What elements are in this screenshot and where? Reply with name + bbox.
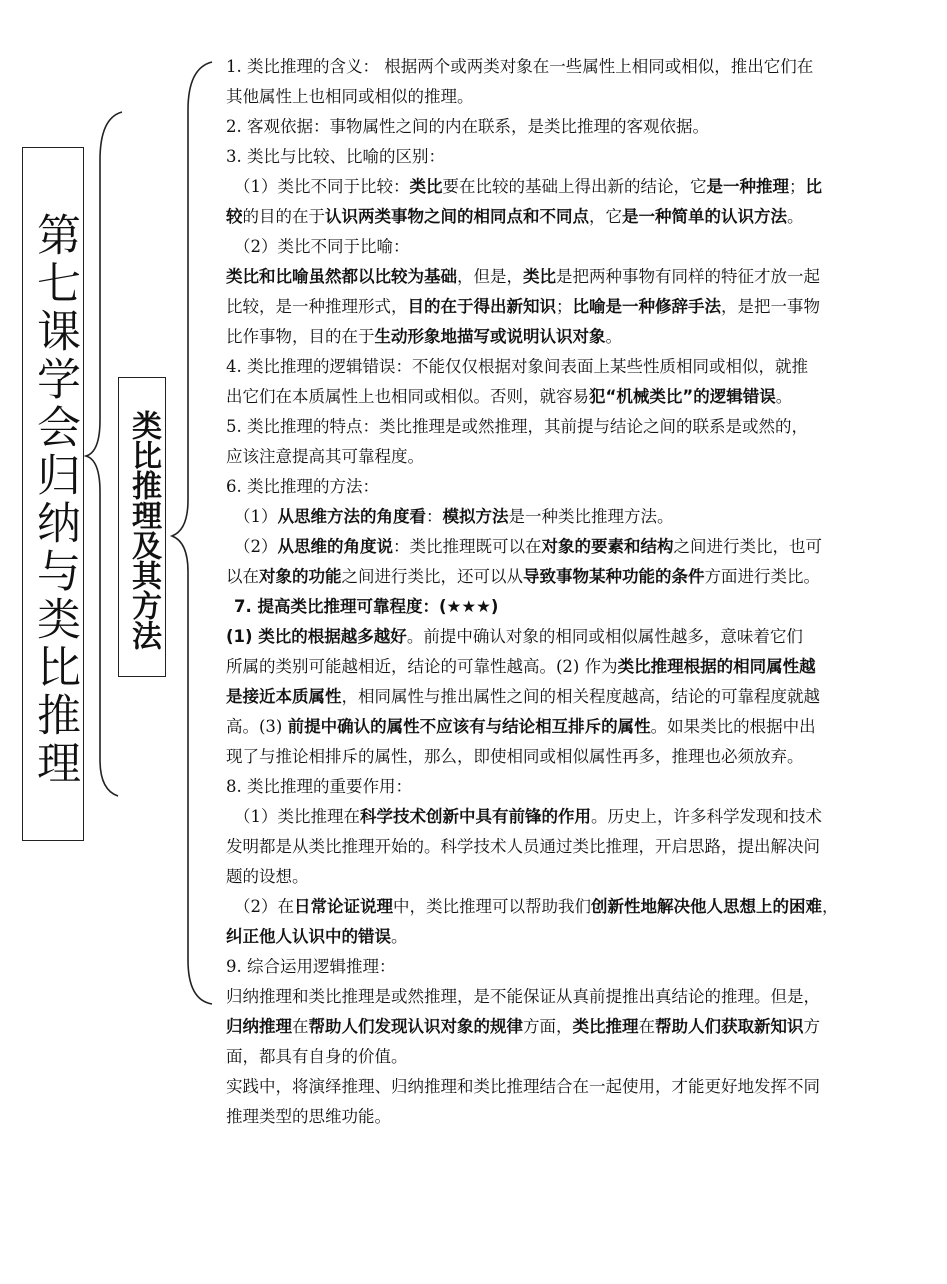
text-segment: ； — [789, 177, 806, 196]
text-segment: 。 — [605, 327, 622, 346]
text-segment: 5. 类比推理的特点：类比推理是或然推理，其前提与结论之间的联系是或然的， — [226, 417, 808, 436]
bold-text: 是接近本质属性 — [226, 687, 342, 706]
bold-text: 帮助人们获取新知识 — [655, 1017, 804, 1036]
text-segment: 在 — [292, 1017, 309, 1036]
text-segment: ，相同属性与推出属性之间的相关程度越高，结论的可靠程度就越 — [341, 687, 820, 706]
text-segment: 要在比较的基础上得出新的结论，它 — [442, 177, 707, 196]
bold-text: 创新性地解决他人思想上的困难 — [591, 897, 822, 916]
text-segment: 6. 类比推理的方法： — [226, 477, 379, 496]
text-segment: 。历史上，许多科学发现和技术 — [591, 807, 822, 826]
text-segment: 。前提中确认对象的相同或相似属性越多，意味着它们 — [406, 627, 803, 646]
text-segment: 发明都是从类比推理开始的。科学技术人员通过类比推理，开启思路，提出解决问 — [226, 837, 820, 856]
text-segment: （1）类比推理在 — [234, 807, 360, 826]
text-line — [226, 502, 916, 532]
text-segment: 之间进行类比，也可 — [673, 537, 822, 556]
notes-content — [226, 52, 916, 1132]
text-segment: 9. 综合运用逻辑推理： — [226, 957, 396, 976]
text-segment: 比作事物，目的在于 — [226, 327, 375, 346]
text-segment: 之间进行类比，还可以从 — [341, 567, 523, 586]
text-line — [226, 712, 916, 742]
text-segment: 高。(3) — [226, 717, 288, 736]
text-line — [226, 442, 916, 472]
bold-text: 从思维的角度说 — [277, 537, 393, 556]
bold-text: 是一种推理 — [706, 177, 789, 196]
inner-brace — [172, 62, 212, 1004]
text-segment: （2） — [234, 537, 278, 556]
text-line — [226, 592, 916, 622]
text-segment: ，但是， — [457, 267, 523, 286]
text-segment: 。 — [391, 927, 408, 946]
text-segment: 4. 类比推理的逻辑错误：不能仅仅根据对象间表面上某些性质相同或相似，就推 — [226, 357, 808, 376]
text-line — [226, 532, 916, 562]
text-line — [226, 412, 916, 442]
bold-text: 目的在于得出新知识 — [407, 297, 556, 316]
text-segment: 在 — [638, 1017, 655, 1036]
text-line — [226, 262, 916, 292]
text-segment: 8. 类比推理的重要作用： — [226, 777, 412, 796]
text-segment: 。 — [775, 387, 793, 406]
text-line — [226, 172, 916, 202]
text-segment: 。如果类比的根据中出 — [650, 717, 816, 736]
bold-text: 犯“机械类比”的逻辑错误 — [589, 387, 776, 406]
text-segment: 1. 类比推理的含义： 根据两个或两类对象在一些属性上相同或相似，推出它们在 — [226, 57, 814, 76]
text-segment: 。 — [787, 207, 804, 226]
bold-text: 对象的要素和结构 — [541, 537, 674, 556]
text-line — [226, 142, 916, 172]
text-line — [226, 472, 916, 502]
bold-text: 对象的功能 — [259, 567, 342, 586]
text-segment: 中，类比推理可以帮助我们 — [393, 897, 591, 916]
text-segment: 2. 客观依据：事物属性之间的内在联系，是类比推理的客观依据。 — [226, 117, 709, 136]
text-segment: 是把两种事物有同样的特征才放一起 — [556, 267, 820, 286]
text-segment: 现了与推论相排斥的属性，那么，即使相同或相似属性再多，推理也必须放弃。 — [226, 747, 804, 766]
text-segment: 所属的类别可能越相近，结论的可靠性越高。(2) 作为 — [226, 657, 618, 676]
text-segment: 出它们在本质属性上也相同或相似。否则，就容易 — [226, 387, 589, 406]
text-segment: 题的设想。 — [226, 867, 309, 886]
bold-text: 模拟方法 — [442, 507, 509, 526]
text-segment: （2）在 — [234, 897, 294, 916]
text-line — [226, 742, 916, 772]
text-line — [226, 202, 916, 232]
bold-text: 类比 — [409, 177, 443, 196]
bold-text: 类比和比喻虽然都以比较为基础 — [226, 267, 457, 286]
text-segment: ； — [556, 297, 573, 316]
main-title: 第七课学会归纳与类比推理 — [22, 147, 84, 841]
text-segment: 是一种类比推理方法。 — [508, 507, 674, 526]
text-line — [226, 1102, 916, 1132]
text-segment: 以在 — [226, 567, 259, 586]
bold-text: 生动形象地描写或说明认识对象 — [374, 327, 606, 346]
text-segment: ，它 — [589, 207, 622, 226]
text-segment: 其他属性上也相同或相似的推理。 — [226, 87, 474, 106]
bold-text: 较 — [226, 207, 243, 226]
text-line — [226, 982, 916, 1012]
bold-text: 7. 提高类比推理可靠程度：(★★★) — [234, 597, 499, 616]
text-segment: ，是把一事物 — [721, 297, 820, 316]
bold-text: 日常论证说理 — [294, 897, 393, 916]
section-title: 类比推理及其方法 — [118, 377, 166, 677]
bold-text: 前提中确认的属性不应该有与结论相互排斥的属性 — [287, 717, 651, 736]
text-line — [226, 292, 916, 322]
text-line — [226, 1072, 916, 1102]
bold-text: 比 — [805, 177, 822, 196]
text-segment: ， — [822, 897, 839, 916]
text-segment: 的目的在于 — [242, 207, 325, 226]
text-line — [226, 952, 916, 982]
bold-text: (1) 类比的根据越多越好 — [226, 627, 407, 646]
bold-text: 类比 — [523, 267, 556, 286]
text-segment: 应该注意提高其可靠程度。 — [226, 447, 424, 466]
text-segment: （1） — [234, 507, 278, 526]
text-segment: ：类比推理既可以在 — [393, 537, 542, 556]
bold-text: 类比推理根据的相同属性越 — [617, 657, 816, 676]
bold-text: 纠正他人认识中的错误 — [226, 927, 391, 946]
text-segment: 方面进行类比。 — [704, 567, 820, 586]
bold-text: 科学技术创新中具有前锋的作用 — [360, 807, 591, 826]
text-line — [226, 652, 916, 682]
outer-brace — [86, 112, 122, 796]
text-segment: （2）类比不同于比喻： — [234, 237, 410, 256]
text-line — [226, 862, 916, 892]
text-line — [226, 52, 916, 82]
bold-text: 比喻是一种修辞手法 — [572, 297, 721, 316]
text-line — [226, 1042, 916, 1072]
text-line — [226, 352, 916, 382]
text-segment: （1）类比不同于比较： — [234, 177, 410, 196]
bold-text: 导致事物某种功能的条件 — [523, 567, 705, 586]
text-line — [226, 82, 916, 112]
text-segment: 归纳推理和类比推理是或然推理，是不能保证从真前提推出真结论的推理。但是， — [226, 987, 820, 1006]
text-segment: 比较，是一种推理形式， — [226, 297, 408, 316]
text-line — [226, 232, 916, 262]
text-line — [226, 562, 916, 592]
text-line — [226, 802, 916, 832]
bold-text: 归纳推理 — [226, 1017, 292, 1036]
bold-text: 帮助人们发现认识对象的规律 — [308, 1017, 523, 1036]
text-line — [226, 832, 916, 862]
text-line — [226, 382, 916, 412]
text-segment: 方 — [803, 1017, 820, 1036]
text-segment: 方面， — [523, 1017, 573, 1036]
text-line — [226, 112, 916, 142]
bold-text: 类比推理 — [572, 1017, 639, 1036]
text-line — [226, 322, 916, 352]
bold-text: 认识两类事物之间的相同点和不同点 — [325, 207, 589, 226]
text-line — [226, 1012, 916, 1042]
text-segment: 推理类型的思维功能。 — [226, 1107, 391, 1126]
bold-text: 是一种简单的认识方法 — [622, 207, 787, 226]
text-line — [226, 622, 916, 652]
bold-text: 从思维方法的角度看 — [277, 507, 426, 526]
text-segment: 3. 类比与比较、比喻的区别： — [226, 147, 445, 166]
text-segment: ： — [426, 507, 443, 526]
text-line — [226, 682, 916, 712]
text-segment: 面，都具有自身的价值。 — [226, 1047, 408, 1066]
text-line — [226, 892, 916, 922]
text-line — [226, 922, 916, 952]
text-segment: 实践中，将演绎推理、归纳推理和类比推理结合在一起使用，才能更好地发挥不同 — [226, 1077, 820, 1096]
text-line — [226, 772, 916, 802]
